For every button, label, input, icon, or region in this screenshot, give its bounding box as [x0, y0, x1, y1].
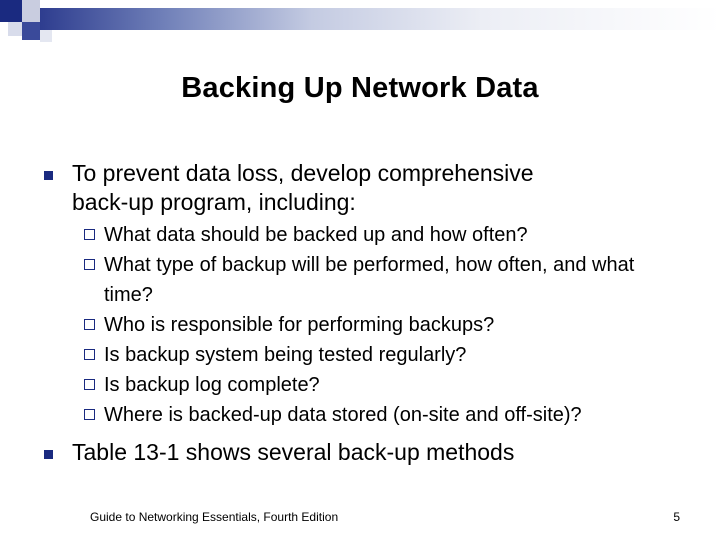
checkbox-bullet-icon: [84, 319, 95, 330]
footer-text: Guide to Networking Essentials, Fourth Edition: [90, 510, 339, 524]
sub-bullet-list: [84, 220, 704, 430]
decor-square: [40, 30, 52, 42]
list-item: [84, 370, 704, 400]
checkbox-bullet-icon: [84, 229, 95, 240]
decor-square: [8, 22, 22, 36]
sub-item-text: Is backup log complete?: [104, 374, 320, 396]
decor-square: [22, 22, 40, 40]
list-item: [84, 250, 664, 310]
sub-item-text: Is backup system being tested regularly?: [104, 344, 467, 366]
bullet-square-icon: [44, 450, 53, 459]
sub-item-text: What type of backup will be performed, how often, and what time?: [104, 254, 635, 306]
page-number: 5: [673, 510, 680, 524]
sub-item-text: What data should be backed up and how often?: [104, 224, 528, 246]
bullet-1-line-1: To prevent data loss, develop comprehensive: [72, 160, 534, 186]
decor-square: [0, 0, 22, 22]
checkbox-bullet-icon: [84, 409, 95, 420]
bullet-square-icon: [44, 171, 53, 180]
checkbox-bullet-icon: [84, 259, 95, 270]
bullet-1-line-2: back-up program, including:: [72, 189, 356, 215]
checkbox-bullet-icon: [84, 379, 95, 390]
list-item: [84, 400, 704, 430]
bullet-1-text: [72, 159, 534, 217]
header-gradient-bar: [40, 8, 720, 30]
header-decoration: [0, 0, 720, 50]
checkbox-bullet-icon: [84, 349, 95, 360]
sub-item-text: Who is responsible for performing backups?: [104, 314, 495, 336]
sub-item-text: Where is backed-up data stored (on-site and off-site)?: [104, 404, 582, 426]
slide-title: Backing Up Network Data: [181, 72, 539, 104]
bullet-2-text: Table 13-1 shows several back-up methods: [72, 439, 515, 465]
list-item: [84, 220, 704, 250]
list-item: [84, 340, 704, 370]
decor-square: [22, 0, 40, 22]
list-item: [84, 310, 704, 340]
